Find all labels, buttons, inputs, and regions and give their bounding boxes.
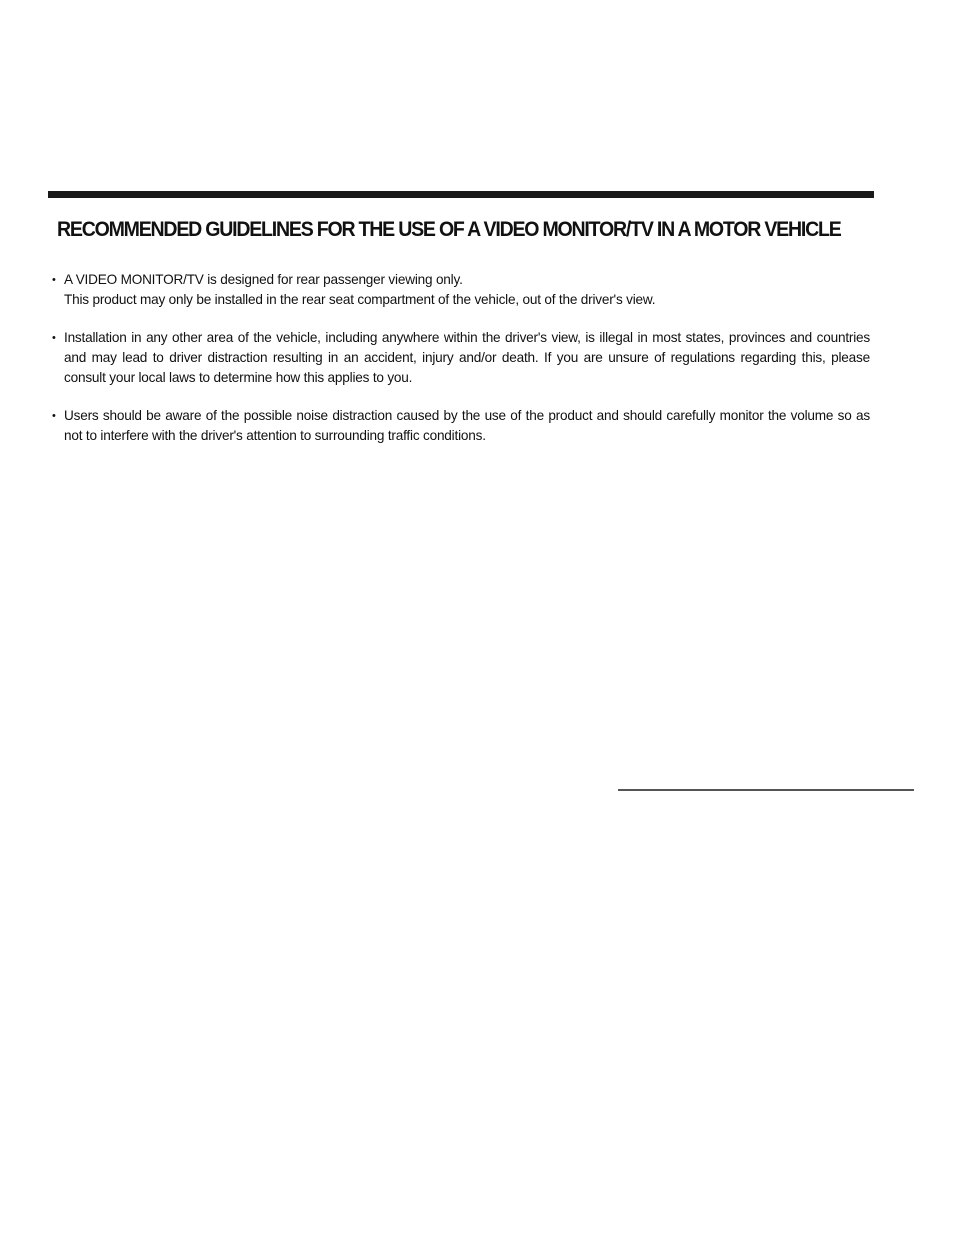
guidelines-list — [52, 270, 870, 446]
bullet-icon: • — [52, 274, 56, 286]
bullet-icon: • — [52, 410, 56, 422]
list-item — [52, 406, 870, 446]
bullet-icon: • — [52, 332, 56, 344]
list-item — [52, 328, 870, 388]
bottom-rule — [618, 789, 914, 791]
bullet-text: A VIDEO MONITOR/TV is designed for rear passenger viewing only. — [64, 272, 463, 287]
bullet-text: Installation in any other area of the vehicle, including anywhere within the driver's view, is illegal in most states, provinces and countries and may lead to driver distraction resulting in an accident, injury and/or death. If you are unsure of regulations regarding this, please consult your local laws to determine how this applies to you. — [64, 330, 870, 385]
page-title: RECOMMENDED GUIDELINES FOR THE USE OF A VIDEO MONITOR/TV IN A MOTOR VEHICLE — [57, 218, 841, 241]
bullet-text: Users should be aware of the possible noise distraction caused by the use of the product and should carefully monitor the volume so as not to interfere with the driver's attention to surrounding traffic conditions. — [64, 408, 870, 443]
list-item — [52, 270, 870, 310]
top-rule — [48, 191, 874, 198]
bullet-text: This product may only be installed in the rear seat compartment of the vehicle, out of the driver's view. — [64, 292, 656, 307]
